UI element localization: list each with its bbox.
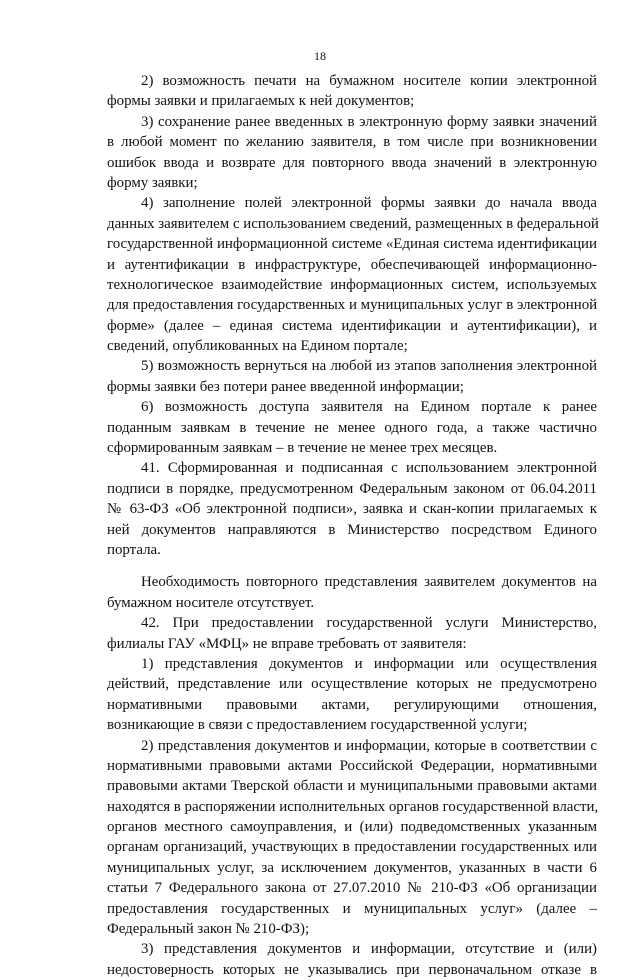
text-line: 41. Сформированная и подписанная с использованием электронной	[141, 460, 597, 477]
text-line: технологическое взаимодействие информационных систем, используемых	[107, 276, 597, 293]
text-line: 3) сохранение ранее введенных в электронную форму заявки значений	[141, 113, 597, 130]
text-line: сведений, опубликованных на Едином портале;	[107, 338, 408, 355]
text-line: 6) возможность доступа заявителя на Едином портале к ранее	[141, 399, 597, 416]
text-line: 2) представления документов и информации, которые в соответствии с	[141, 737, 597, 754]
text-line: 3) представления документов и информации, отсутствие и (или)	[141, 941, 597, 958]
paragraph	[107, 193, 597, 356]
text-line: Необходимость повторного представления заявителем документов на	[141, 574, 597, 591]
paragraph	[107, 572, 597, 613]
text-line: Федеральный закон № 210-ФЗ);	[107, 921, 310, 938]
text-line: формы заявки без потери ранее введенной информации;	[107, 378, 464, 395]
text-line: ошибок ввода и возврате для повторного ввода значений в электронную	[107, 154, 597, 171]
paragraph	[107, 736, 597, 940]
text-line: форму заявки;	[107, 174, 198, 191]
text-line: 1) представления документов и информации или осуществления	[141, 655, 597, 672]
paragraph	[107, 71, 597, 112]
text-line: для предоставления государственных и муниципальных услуг в электронной	[107, 297, 598, 314]
text-line: муниципальных услуг, за исключением документов, указанных в части 6	[107, 859, 597, 876]
text-line: статьи 7 Федерального закона от 27.07.2010 № 210-ФЗ «Об организации	[107, 880, 597, 897]
paragraph	[107, 654, 597, 736]
text-line: недостоверность которых не указывались при первоначальном отказе в	[107, 961, 597, 978]
text-line: 2) возможность печати на бумажном носителе копии электронной	[141, 73, 597, 89]
text-line: правовыми актами Тверской области и муниципальными правовыми актами	[107, 778, 597, 795]
text-line: органов местного самоуправления, и (или) подведомственных указанным	[107, 819, 597, 836]
text-line: и аутентификации в инфраструктуре, обеспечивающей информационно-	[107, 256, 597, 273]
text-line: нормативными правовыми актами Российской Федерации, нормативными	[107, 757, 597, 774]
text-line: подписи в порядке, предусмотренном Федеральным законом от 06.04.2011	[107, 480, 597, 497]
paragraph	[107, 939, 597, 980]
text-line: государственной информационной системе «Единая система идентификации	[107, 236, 597, 253]
text-line: сформированным заявкам – в течение не менее трех месяцев.	[107, 440, 498, 457]
text-line: предоставления государственных и муниципальных услуг» (далее –	[107, 900, 597, 917]
text-line: форме» (далее – единая система идентификации и аутентификации), и	[107, 317, 597, 334]
paragraph	[107, 458, 597, 560]
text-line: находятся в распоряжении исполнительных органов государственной власти,	[107, 798, 599, 815]
text-line: 4) заполнение полей электронной формы заявки до начала ввода	[141, 195, 597, 212]
text-line: 5) возможность вернуться на любой из этапов заполнения электронной	[141, 358, 597, 375]
text-line: органам организаций, участвующих в предоставлении государственных или	[107, 839, 597, 856]
text-line: 42. При предоставлении государственной услуги Министерство,	[141, 615, 597, 632]
text-line: бумажном носителе отсутствует.	[107, 594, 315, 611]
text-line: данных заявителем с использованием сведений, размещенных в федеральной	[107, 215, 599, 232]
text-line: поданным заявкам в течение не менее одного года, а также частично	[107, 419, 597, 436]
paragraph	[107, 397, 597, 458]
paragraph	[107, 613, 597, 654]
document-body	[107, 71, 597, 980]
text-line: нормативными правовыми актами, регулирующими отношения,	[107, 696, 597, 713]
text-line: в любой момент по желанию заявителя, в том числе при возникновении	[107, 134, 597, 151]
text-line: формы заявки и прилагаемых к ней документов;	[107, 93, 415, 110]
text-line: возникающие в связи с предоставлением государственной услуги;	[107, 717, 528, 734]
text-line: № 63-ФЗ «Об электронной подписи», заявка и скан-копии прилагаемых к	[107, 501, 597, 518]
paragraph	[107, 112, 597, 194]
text-line: ней документов направляются в Министерство посредством Единого	[107, 521, 597, 538]
paragraph	[107, 356, 597, 397]
text-line: действий, представление или осуществление которых не предусмотрено	[107, 676, 597, 693]
text-line: портала.	[107, 541, 161, 558]
text-line: филиалы ГАУ «МФЦ» не вправе требовать от заявителя:	[107, 635, 467, 652]
paragraph-gap	[107, 560, 597, 572]
page-number: 18	[314, 49, 326, 63]
